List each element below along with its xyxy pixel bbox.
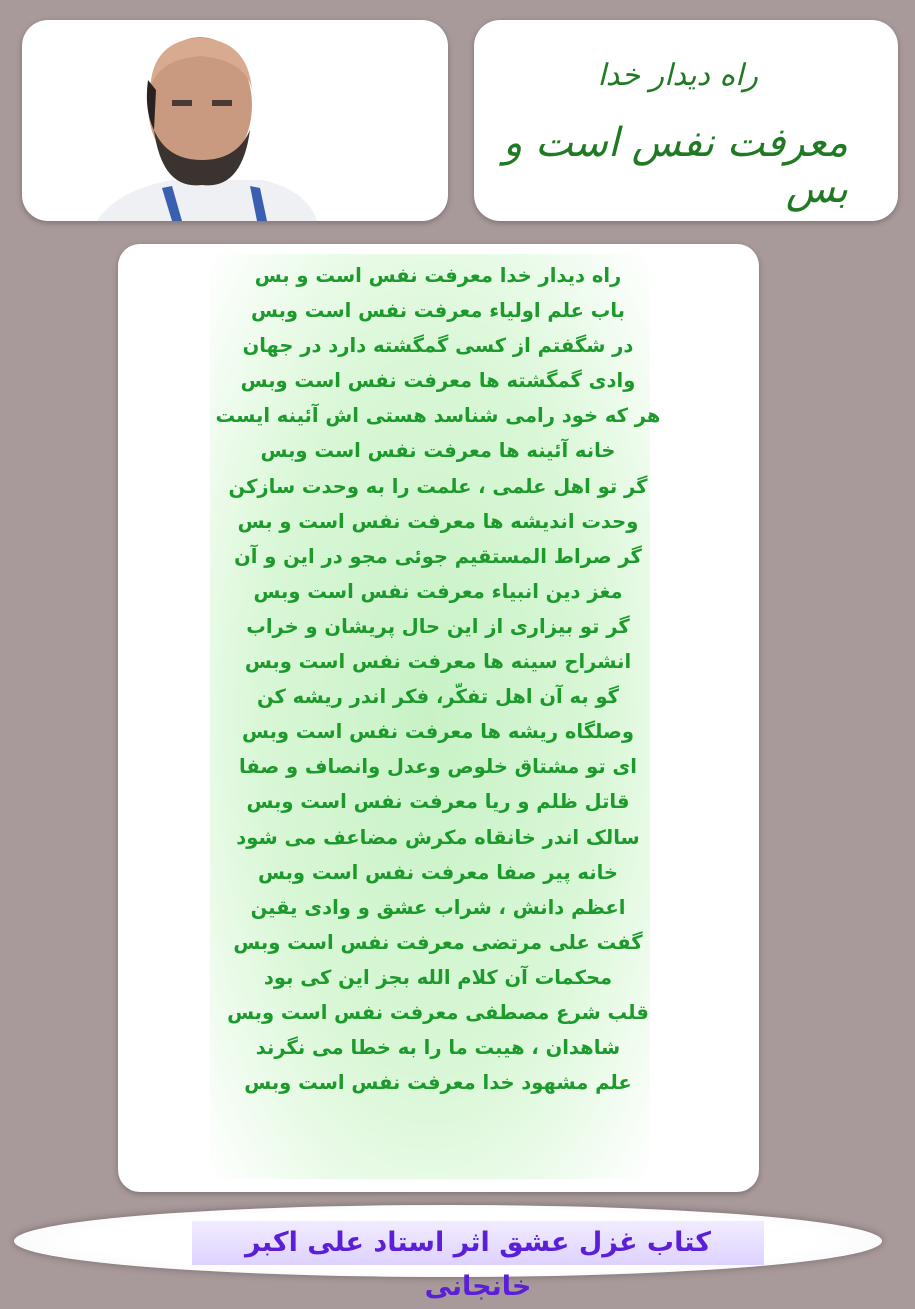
poem-line: اعظم دانش ، شراب عشق و وادی یقین — [250, 895, 626, 919]
poem-line: مغز دین انبیاء معرفت نفس است وبس — [253, 579, 623, 603]
footer-book-credit: کتاب غزل عشق اثر استاد علی اکبر خانجانی — [192, 1221, 764, 1265]
poem-line: خانه پیر صفا معرفت نفس است وبس — [258, 860, 618, 884]
author-portrait-icon — [22, 20, 448, 221]
poem-line: قاتل ظلم و ریا معرفت نفس است وبس — [246, 790, 630, 814]
poem-line: سالک اندر خانقاه مکرش مضاعف می شود — [236, 825, 640, 849]
poem-line: هر که خود رامی شناسد هستی اش آئینه ایست — [215, 404, 661, 428]
poem-line: وحدت اندیشه ها معرفت نفس است و بس — [237, 509, 639, 533]
poem-line: باب علم اولیاء معرفت نفس است وبس — [251, 299, 625, 323]
poem-line: گر تو بیزاری از این حال پریشان و خراب — [246, 614, 630, 638]
poem-text — [188, 258, 688, 1100]
title-line-1: راه دیدار خدا — [597, 58, 758, 93]
poem-line: گر صراط المستقیم جوئی مجو در این و آن — [234, 544, 642, 568]
poem-line: علم مشهود خدا معرفت نفس است وبس — [244, 1071, 632, 1095]
title-card — [474, 20, 898, 221]
author-photo-card — [22, 20, 448, 221]
poem-line: گفت علی مرتضی معرفت نفس است وبس — [233, 930, 643, 954]
poem-line: راه دیدار خدا معرفت نفس است و بس — [254, 264, 622, 287]
poem-line: شاهدان ، هیبت ما را به خطا می نگرند — [255, 1036, 621, 1060]
poem-line: وادی گمگشته ها معرفت نفس است وبس — [240, 369, 636, 393]
poem-line: ای تو مشتاق خلوص وعدل وانصاف و صفا — [239, 755, 637, 779]
poem-line: وصلگاه ریشه ها معرفت نفس است وبس — [242, 720, 634, 744]
poem-line: گر تو اهل علمی ، علمت را به وحدت سازکن — [228, 474, 648, 498]
footer-banner — [14, 1205, 882, 1302]
poem-line: انشراح سینه ها معرفت نفس است وبس — [244, 650, 632, 674]
poem-card — [118, 244, 759, 1192]
poem-line: خانه آئینه ها معرفت نفس است وبس — [260, 439, 616, 463]
title-line-2: معرفت نفس است و بس — [503, 120, 848, 212]
poem-line: در شگفتم از کسی گمگشته دارد در جهان — [242, 334, 634, 358]
poem-line: محکمات آن کلام الله بجز این کی بود — [263, 965, 613, 989]
poem-line: گو به آن اهل تفکّر، فکر اندر ریشه کن — [256, 685, 620, 709]
poem-line: قلب شرع مصطفی معرفت نفس است وبس — [227, 1000, 649, 1024]
